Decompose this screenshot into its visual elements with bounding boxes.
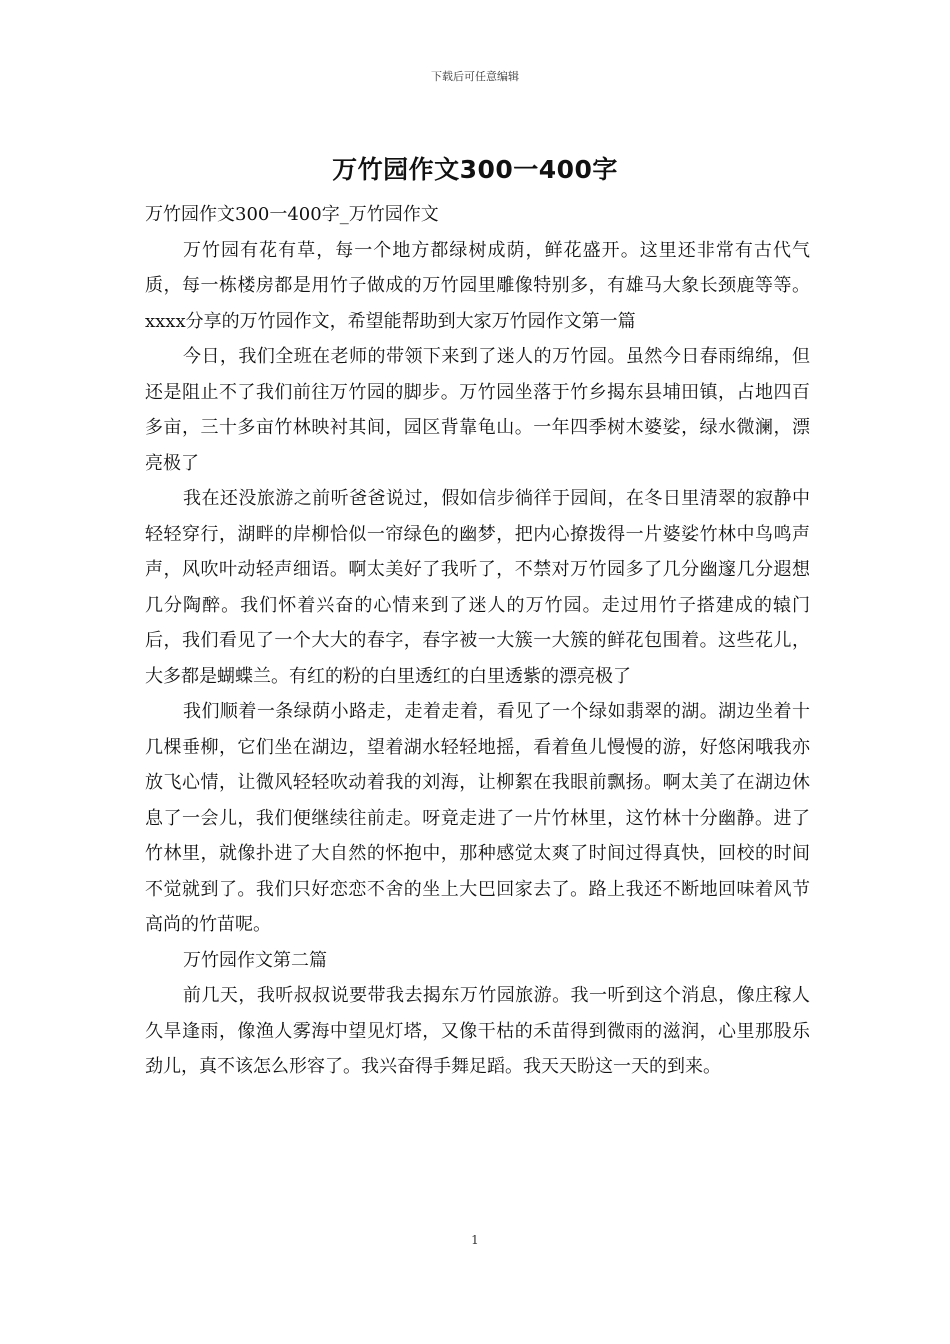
page-number: 1 <box>471 1233 479 1247</box>
paragraph: 我们顺着一条绿荫小路走，走着走着，看见了一个绿如翡翠的湖。湖边坐着十几棵垂柳，它们坐在湖边，望着湖水轻轻地摇，看着鱼儿慢慢的游，好悠闲哦我亦放飞心情，让微风轻轻吹动着我的刘海，让柳絮在我眼前飘扬。啊太美了在湖边休息了一会儿，我们便继续往前走。呀竟走进了一片竹林里，这竹林十分幽静。进了竹林里，就像扑进了大自然的怀抱中，那种感觉太爽了时间过得真快，回校的时间不觉就到了。我们只好恋恋不舍的坐上大巴回家去了。路上我还不断地回味着风节高尚的竹苗呢。 <box>145 701 810 935</box>
paragraph: 万竹园有花有草，每一个地方都绿树成荫，鲜花盛开。这里还非常有古代气质，每一栋楼房都是用竹子做成的万竹园里雕像特别多，有雄马大象长颈鹿等等。xxxx分享的万竹园作文，希望能帮助到大家万竹园作文第一篇 <box>145 239 810 332</box>
paragraph: 今日，我们全班在老师的带领下来到了迷人的万竹园。虽然今日春雨绵绵，但还是阻止不了我们前往万竹园的脚步。万竹园坐落于竹乡揭东县埔田镇，占地四百多亩，三十多亩竹林映衬其间，园区背靠龟山。一年四季树木婆娑，绿水微澜，漂亮极了 <box>145 346 810 474</box>
header-note: 下载后可任意编辑 <box>431 70 519 83</box>
paragraph: 前几天，我听叔叔说要带我去揭东万竹园旅游。我一听到这个消息，像庄稼人久旱逢雨，像渔人雾海中望见灯塔，又像干枯的禾苗得到微雨的滋润，心里那股乐劲儿，真不该怎么形容了。我兴奋得手舞足蹈。我天天盼这一天的到来。 <box>145 985 810 1077</box>
section-heading: 万竹园作文第二篇 <box>183 949 327 971</box>
paragraph: 我在还没旅游之前听爸爸说过，假如信步徜徉于园间，在冬日里清翠的寂静中轻轻穿行，湖畔的岸柳恰似一帘绿色的幽梦，把内心撩拨得一片婆娑竹林中鸟鸣声声，风吹叶动轻声细语。啊太美好了我听了，不禁对万竹园多了几分幽邃几分遐想几分陶醉。我们怀着兴奋的心情来到了迷人的万竹园。走过用竹子搭建成的辕门后，我们看见了一个大大的春字，春字被一大簇一大簇的鲜花包围着。这些花儿，大多都是蝴蝶兰。有红的粉的白里透红的白里透紫的漂亮极了 <box>145 488 810 687</box>
document-subtitle: 万竹园作文300一400字_万竹园作文 <box>145 204 439 225</box>
page-title: 万竹园作文300一400字 <box>332 155 618 184</box>
document-body <box>145 197 810 1085</box>
